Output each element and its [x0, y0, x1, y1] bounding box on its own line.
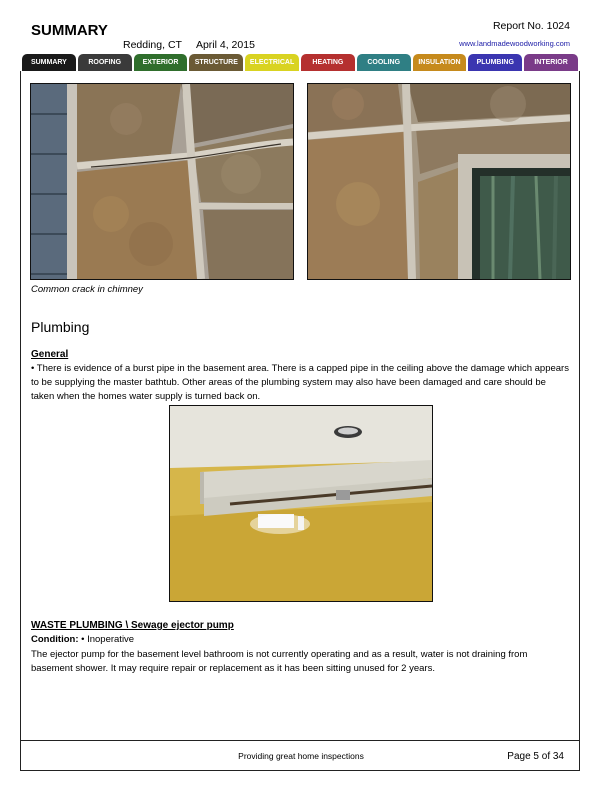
chimney-crack-photo-1 [30, 83, 294, 280]
tab-summary[interactable]: SUMMARY [22, 54, 76, 71]
tab-interior[interactable]: INTERIOR [524, 54, 578, 71]
condition-value: • Inoperative [81, 634, 135, 645]
section-tabs [22, 54, 578, 71]
page-number: Page 5 of 34 [507, 751, 564, 762]
report-location: Redding, CT [123, 39, 182, 51]
condition-line [31, 634, 134, 645]
waste-plumbing-text: The ejector pump for the basement level bathroom is not currently operating and as a result, water is not draining from basement shower. It may require repair or replacement as it has been sitting unused for 2 years. [31, 649, 528, 674]
photo-caption: Common crack in chimney [31, 284, 143, 295]
tab-plumbing[interactable]: PLUMBING [468, 54, 522, 71]
tab-electrical[interactable]: ELECTRICAL [245, 54, 299, 71]
tab-insulation[interactable]: INSULATION [413, 54, 467, 71]
chimney-crack-photo-2 [307, 83, 571, 280]
basement-burst-pipe-photo [169, 405, 433, 602]
general-heading: General [31, 349, 69, 360]
website-link[interactable]: www.landmadewoodworking.com [459, 39, 570, 48]
section-title-plumbing: Plumbing [31, 319, 90, 335]
report-location-date [123, 39, 255, 51]
footer-divider [20, 740, 580, 741]
tab-roofing[interactable]: ROOFING [78, 54, 132, 71]
page-title: SUMMARY [31, 22, 108, 39]
tab-heating[interactable]: HEATING [301, 54, 355, 71]
waste-plumbing-heading: WASTE PLUMBING \ Sewage ejector pump [31, 620, 234, 631]
footer-tagline: Providing great home inspections [238, 751, 364, 761]
tab-cooling[interactable]: COOLING [357, 54, 411, 71]
condition-label: Condition: [31, 634, 79, 645]
report-date: April 4, 2015 [195, 39, 255, 51]
general-text: • There is evidence of a burst pipe in the basement area. There is a capped pipe in the ceiling above the damage which appears to be supplying the master bathtub. Other areas of the plumbing system may also have been damaged and care should be taken when the homes water supply is turned back on. [31, 363, 569, 402]
tab-structure[interactable]: STRUCTURE [189, 54, 243, 71]
tab-exterior[interactable]: EXTERIOR [134, 54, 188, 71]
report-number: Report No. 1024 [492, 20, 570, 32]
